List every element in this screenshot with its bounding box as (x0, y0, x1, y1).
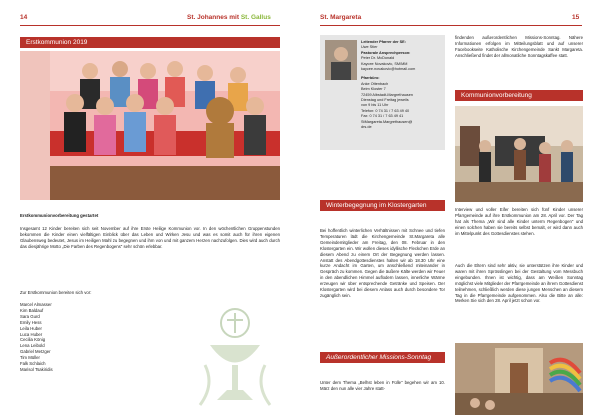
mission-text: Unter dem Thema „Belhst leben in Fülle" begehen wir am 10. März den nun alle vier Jahre statt- (320, 380, 445, 391)
list-item: Marcel Almasser (20, 302, 52, 307)
header-rule (20, 25, 280, 26)
list-item: Kim Baldauf (20, 307, 44, 313)
pastor-photo (325, 40, 357, 80)
contact-line: Fax: 0 74 31 / 7 63 49 41 (361, 114, 404, 119)
kommunion-text-1: Interview und voller Eifer bereiten sich fünf Kinder unserer Pfarrgemeinde auf ihre Erstkommunion am 28. April vor. Der Tag hat als Thema „Wir sind alle Kinder unterm Regenbogen" und einen solchen haben sie bereits selbst bemalt, er wird dann auch im Mittelpunkt des Gottesdienstes stehen. (455, 207, 583, 236)
contact-line: Anke Ottenbach (361, 81, 389, 86)
contact-line: Pfarrbüro: (361, 76, 380, 81)
list-item: Gabriel Metzger (20, 349, 51, 355)
list-item: Marisol Tsakiridis (20, 366, 53, 372)
contact-line: Dienstag und Freitag jeweils (361, 98, 409, 103)
contact-line: Uwe Stier (361, 45, 378, 50)
header-rule-right (320, 25, 582, 26)
contact-line: Telefon: 0 74 31 / 7 63 49 40 (361, 108, 410, 113)
section-erstkommunion: Erstkommunion 2019 (20, 37, 280, 48)
contact-line: Pastorale Ansprechperson: (361, 50, 411, 55)
header-title-accent: St. Gallus (240, 14, 271, 21)
section-kommunionvorbereitung: Kommunionvorbereitung (455, 90, 583, 101)
chalice-illustration (195, 305, 275, 415)
group-photo (20, 51, 280, 200)
list-item: Emily Hess (20, 319, 42, 325)
section-winter: Winterbegegnung im Klostergarten (320, 200, 445, 211)
winter-text: Bei hoffentlich winterlichen Verhältnissen mit Schnee und tiefen Temperaturen lädt die Kirchengemeinde St.Margareta alle Gemeindemitglieder am Freitag, den 08. Februar in den Klostergarten ein. Wir wollen dieses idyllische Fleckchen Erde an diesem Abend zu einem Ort der Begegnung werden lassen. Anstatt des Abendgottesdienstes halten wir ab 18.30 Uhr eine kurze Andacht im Garten, um anschließend miteinander in Gespräch zu kommen. Gegen die äußere Kälte werden wir Feuer in den abendlichen Himmel auflodern lassen, innerliche Wärme erzeugen wir über entsprechende Getränke und Speisen. Der Klostergarten wird bei diesem Anlass auch durch besondere Tor zugänglich sein. (320, 228, 445, 298)
contact-line: Peter Dr. McDonald (361, 56, 395, 61)
list-item: Luca Huber (20, 331, 43, 337)
header-title-main: St. Johannes mit (187, 14, 241, 21)
contact-line: kaycee.novakovic@hotmail.com (361, 67, 416, 72)
mission-continued-text: findenden außerordentlichen Missions-Sonntag. Nähere Informationen erfolgen im Mitteilungsblatt und auf unserer Facebookseite Katholische Kirchengemeinde Sankt Margareta. Anschließend findet der allmonatliche Sonntagskaffee statt. (455, 35, 583, 58)
header-title-left (187, 14, 271, 21)
header-title-right: St. Margareta (320, 14, 362, 21)
prep-text: Insgesamt 12 Kinder bereiten sich seit November auf ihre Erste Heilige Kommunion vor. In den wöchentlichen Gruppenstunden bekommen die Kinder einen vielfältigen Einblick über das Leben und Wirken Jesu und was es somit auch für ihren eigenen Glaubensweg bedeutet, Jesus im Heiligen Mahl zu begegnen und ihm von und mit ganzem Herzen nachzufolgen. Dies wird auch durch das diesjährige Motto „Die Farben des Regenbogens" sehr schön erlebbar. (20, 226, 280, 249)
list-item: Tim Müller (20, 355, 40, 361)
list-item: Falk Schlaich (20, 361, 46, 367)
page-number-left: 14 (20, 14, 28, 21)
kommunion-photo (455, 106, 583, 202)
contact-line: Kaycee Novakovic, SM/MM (361, 61, 408, 66)
right-page (300, 0, 600, 420)
names-list (20, 302, 140, 373)
contact-line: von 9 bis 11 Uhr (361, 103, 389, 108)
names-intro: Zur Erstkommunion bereiten sich vor: (20, 290, 92, 295)
contact-info (361, 40, 443, 131)
contact-line: Leitender Pfarrer der SE: (361, 40, 406, 44)
list-item: Sara Gurd (20, 313, 40, 319)
contact-line: StMargareta.Margrethausen@ (361, 119, 413, 124)
church-photo (455, 343, 583, 415)
contact-line: drs.de (361, 125, 372, 130)
page-number-right: 15 (572, 14, 580, 21)
list-item: Lena Leibold (20, 343, 45, 349)
prep-heading: Erstkommunionvorbereitung gestartet (20, 213, 99, 218)
kommunion-text-2: Auch die Eltern sind sehr aktiv, sie unterstützen ihre Kinder und waren mit ihren Sprösslingen bei der Gestaltung vom Messbuch eingebunden. Ihnen ist wichtig, dass am Weißen Sonntag möglichst viele Mitglieder der Pfarrgemeinde an ihrem Gottesdienst teilnehmen, schließlich werden diese jungen Menschen an diesem Tag in die Pfarrgemeinde aufgenommen. Also die Bitte an alle: Merken Sie sich den 28. April jetzt schon vor. (455, 263, 584, 304)
contact-line: 72459 Albstadt-Margrethausen (361, 92, 413, 97)
list-item: Cecilia König (20, 337, 46, 343)
list-item: Leila Huber (20, 325, 42, 331)
section-mission: Außerordentlicher Missions-Sonntag (320, 352, 445, 363)
contact-line: Beim Kloster 7 (361, 87, 386, 92)
